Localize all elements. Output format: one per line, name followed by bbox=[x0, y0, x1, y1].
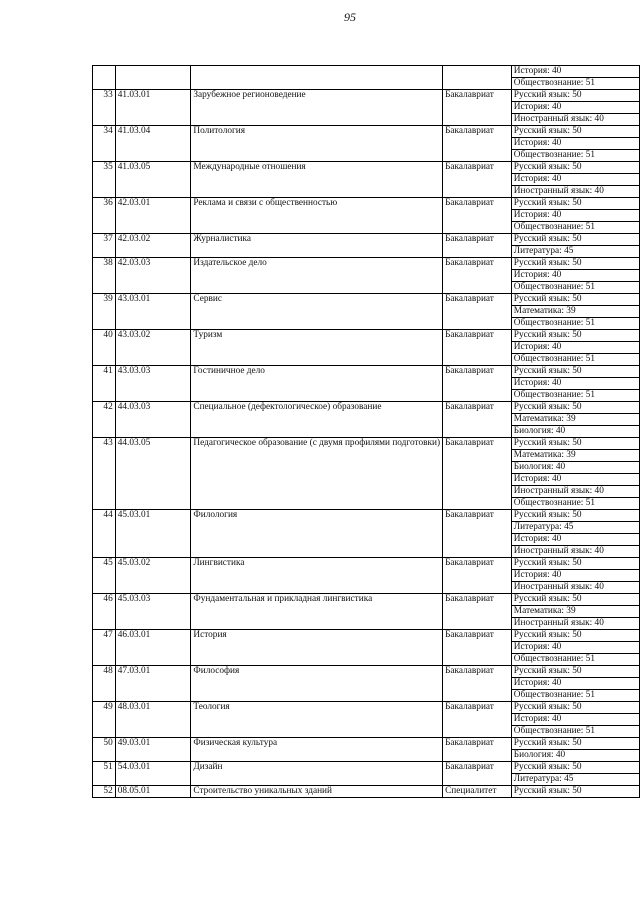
subject-score-cell: История: 40 bbox=[511, 138, 639, 150]
education-level-cell: Бакалавриат bbox=[443, 126, 512, 162]
page-number: 95 bbox=[344, 10, 356, 24]
row-number-cell: 52 bbox=[93, 786, 116, 798]
education-level-cell: Бакалавриат bbox=[443, 666, 512, 702]
row-number-cell: 50 bbox=[93, 738, 116, 762]
direction-name-cell: Сервис bbox=[191, 294, 443, 330]
direction-name-cell: Гостиничное дело bbox=[191, 366, 443, 402]
subject-score-cell: Русский язык: 50 bbox=[511, 366, 639, 378]
subject-score-cell: Русский язык: 50 bbox=[511, 594, 639, 606]
education-level-cell: Бакалавриат bbox=[443, 558, 512, 594]
direction-name-cell: Реклама и связи с общественностью bbox=[191, 198, 443, 234]
subject-score-cell: Русский язык: 50 bbox=[511, 510, 639, 522]
subject-score-cell: Иностранный язык: 40 bbox=[511, 546, 639, 558]
direction-code-cell: 49.03.01 bbox=[115, 738, 191, 762]
table-row bbox=[93, 762, 640, 774]
education-level-cell: Бакалавриат bbox=[443, 162, 512, 198]
education-level-cell: Бакалавриат bbox=[443, 594, 512, 630]
subject-score-cell: Русский язык: 50 bbox=[511, 258, 639, 270]
table-row bbox=[93, 558, 640, 570]
subject-score-cell: Русский язык: 50 bbox=[511, 438, 639, 450]
education-level-cell: Бакалавриат bbox=[443, 762, 512, 786]
subject-score-cell: Иностранный язык: 40 bbox=[511, 114, 639, 126]
direction-code-cell: 48.03.01 bbox=[115, 702, 191, 738]
direction-code-cell: 45.03.03 bbox=[115, 594, 191, 630]
subject-score-cell: История: 40 bbox=[511, 66, 639, 78]
direction-name-cell: История bbox=[191, 630, 443, 666]
subject-score-cell: Математика: 39 bbox=[511, 450, 639, 462]
direction-code-cell: 44.03.03 bbox=[115, 402, 191, 438]
table-row bbox=[93, 702, 640, 714]
education-level-cell: Бакалавриат bbox=[443, 366, 512, 402]
subject-score-cell: Обществознание: 51 bbox=[511, 654, 639, 666]
subject-score-cell: Иностранный язык: 40 bbox=[511, 618, 639, 630]
education-level-cell bbox=[443, 66, 512, 90]
subject-score-cell: Русский язык: 50 bbox=[511, 198, 639, 210]
subject-score-cell: История: 40 bbox=[511, 474, 639, 486]
direction-code-cell: 41.03.04 bbox=[115, 126, 191, 162]
subject-score-cell: Математика: 39 bbox=[511, 414, 639, 426]
subject-score-cell: Обществознание: 51 bbox=[511, 354, 639, 366]
subject-score-cell: Иностранный язык: 40 bbox=[511, 186, 639, 198]
subject-score-cell: Обществознание: 51 bbox=[511, 318, 639, 330]
education-level-cell: Бакалавриат bbox=[443, 738, 512, 762]
direction-code-cell: 43.03.01 bbox=[115, 294, 191, 330]
direction-code-cell: 45.03.02 bbox=[115, 558, 191, 594]
direction-code-cell: 45.03.01 bbox=[115, 510, 191, 558]
table-row bbox=[93, 234, 640, 246]
table-row bbox=[93, 366, 640, 378]
direction-name-cell: Специальное (дефектологическое) образование bbox=[191, 402, 443, 438]
direction-name-cell: Строительство уникальных зданий bbox=[191, 786, 443, 798]
direction-name-cell: Зарубежное регионоведение bbox=[191, 90, 443, 126]
education-level-cell: Бакалавриат bbox=[443, 510, 512, 558]
subject-score-cell: Обществознание: 51 bbox=[511, 150, 639, 162]
table-row bbox=[93, 90, 640, 102]
subject-score-cell: Иностранный язык: 40 bbox=[511, 582, 639, 594]
direction-name-cell: Издательское дело bbox=[191, 258, 443, 294]
direction-name-cell: Педагогическое образование (с двумя профилями подготовки) bbox=[191, 438, 443, 510]
subject-score-cell: Русский язык: 50 bbox=[511, 786, 639, 798]
direction-code-cell: 42.03.03 bbox=[115, 258, 191, 294]
education-level-cell: Специалитет bbox=[443, 786, 512, 798]
table-row bbox=[93, 438, 640, 450]
row-number-cell: 36 bbox=[93, 198, 116, 234]
row-number-cell bbox=[93, 66, 116, 90]
row-number-cell: 51 bbox=[93, 762, 116, 786]
subject-score-cell: Русский язык: 50 bbox=[511, 402, 639, 414]
subject-score-cell: История: 40 bbox=[511, 342, 639, 354]
subject-score-cell: Русский язык: 50 bbox=[511, 234, 639, 246]
admission-table bbox=[92, 65, 640, 798]
row-number-cell: 49 bbox=[93, 702, 116, 738]
direction-name-cell: Теология bbox=[191, 702, 443, 738]
subject-score-cell: История: 40 bbox=[511, 270, 639, 282]
row-number-cell: 34 bbox=[93, 126, 116, 162]
direction-name-cell bbox=[191, 66, 443, 90]
subject-score-cell: Литература: 45 bbox=[511, 522, 639, 534]
table-row bbox=[93, 162, 640, 174]
education-level-cell: Бакалавриат bbox=[443, 402, 512, 438]
table-row bbox=[93, 594, 640, 606]
subject-score-cell: История: 40 bbox=[511, 102, 639, 114]
subject-score-cell: Русский язык: 50 bbox=[511, 294, 639, 306]
direction-code-cell bbox=[115, 66, 191, 90]
subject-score-cell: Обществознание: 51 bbox=[511, 498, 639, 510]
subject-score-cell: История: 40 bbox=[511, 210, 639, 222]
subject-score-cell: Обществознание: 51 bbox=[511, 78, 639, 90]
subject-score-cell: Русский язык: 50 bbox=[511, 666, 639, 678]
subject-score-cell: Обществознание: 51 bbox=[511, 282, 639, 294]
direction-code-cell: 54.03.01 bbox=[115, 762, 191, 786]
education-level-cell: Бакалавриат bbox=[443, 198, 512, 234]
table-row bbox=[93, 198, 640, 210]
subject-score-cell: Литература: 45 bbox=[511, 246, 639, 258]
row-number-cell: 44 bbox=[93, 510, 116, 558]
subject-score-cell: Русский язык: 50 bbox=[511, 630, 639, 642]
row-number-cell: 45 bbox=[93, 558, 116, 594]
subject-score-cell: История: 40 bbox=[511, 378, 639, 390]
table-row bbox=[93, 402, 640, 414]
subject-score-cell: История: 40 bbox=[511, 678, 639, 690]
direction-code-cell: 42.03.01 bbox=[115, 198, 191, 234]
row-number-cell: 42 bbox=[93, 402, 116, 438]
subject-score-cell: Русский язык: 50 bbox=[511, 126, 639, 138]
direction-code-cell: 08.05.01 bbox=[115, 786, 191, 798]
subject-score-cell: Русский язык: 50 bbox=[511, 330, 639, 342]
direction-name-cell: Филология bbox=[191, 510, 443, 558]
table-row bbox=[93, 630, 640, 642]
subject-score-cell: Обществознание: 51 bbox=[511, 690, 639, 702]
direction-name-cell: Фундаментальная и прикладная лингвистика bbox=[191, 594, 443, 630]
row-number-cell: 40 bbox=[93, 330, 116, 366]
direction-name-cell: Философия bbox=[191, 666, 443, 702]
subject-score-cell: Русский язык: 50 bbox=[511, 738, 639, 750]
subject-score-cell: История: 40 bbox=[511, 642, 639, 654]
subject-score-cell: Биология: 40 bbox=[511, 462, 639, 474]
direction-code-cell: 44.03.05 bbox=[115, 438, 191, 510]
table-row bbox=[93, 126, 640, 138]
direction-code-cell: 41.03.01 bbox=[115, 90, 191, 126]
row-number-cell: 43 bbox=[93, 438, 116, 510]
subject-score-cell: Русский язык: 50 bbox=[511, 90, 639, 102]
table-row bbox=[93, 510, 640, 522]
education-level-cell: Бакалавриат bbox=[443, 438, 512, 510]
subject-score-cell: История: 40 bbox=[511, 534, 639, 546]
subject-score-cell: Русский язык: 50 bbox=[511, 558, 639, 570]
subject-score-cell: История: 40 bbox=[511, 714, 639, 726]
row-number-cell: 37 bbox=[93, 234, 116, 258]
direction-code-cell: 42.03.02 bbox=[115, 234, 191, 258]
row-number-cell: 41 bbox=[93, 366, 116, 402]
direction-name-cell: Политология bbox=[191, 126, 443, 162]
direction-name-cell: Лингвистика bbox=[191, 558, 443, 594]
direction-name-cell: Туризм bbox=[191, 330, 443, 366]
direction-code-cell: 46.03.01 bbox=[115, 630, 191, 666]
table-row bbox=[93, 294, 640, 306]
table-row bbox=[93, 786, 640, 798]
row-number-cell: 46 bbox=[93, 594, 116, 630]
row-number-cell: 33 bbox=[93, 90, 116, 126]
subject-score-cell: Русский язык: 50 bbox=[511, 162, 639, 174]
row-number-cell: 47 bbox=[93, 630, 116, 666]
direction-code-cell: 47.03.01 bbox=[115, 666, 191, 702]
table-row bbox=[93, 330, 640, 342]
subject-score-cell: Биология: 40 bbox=[511, 426, 639, 438]
subject-score-cell: Биология: 40 bbox=[511, 750, 639, 762]
direction-name-cell: Физическая культура bbox=[191, 738, 443, 762]
subject-score-cell: Обществознание: 51 bbox=[511, 726, 639, 738]
subject-score-cell: Обществознание: 51 bbox=[511, 390, 639, 402]
row-number-cell: 48 bbox=[93, 666, 116, 702]
subject-score-cell: Математика: 39 bbox=[511, 606, 639, 618]
education-level-cell: Бакалавриат bbox=[443, 258, 512, 294]
subject-score-cell: Русский язык: 50 bbox=[511, 762, 639, 774]
direction-name-cell: Международные отношения bbox=[191, 162, 443, 198]
direction-code-cell: 43.03.02 bbox=[115, 330, 191, 366]
subject-score-cell: Литература: 45 bbox=[511, 774, 639, 786]
direction-code-cell: 43.03.03 bbox=[115, 366, 191, 402]
subject-score-cell: Иностранный язык: 40 bbox=[511, 486, 639, 498]
row-number-cell: 35 bbox=[93, 162, 116, 198]
education-level-cell: Бакалавриат bbox=[443, 294, 512, 330]
education-level-cell: Бакалавриат bbox=[443, 630, 512, 666]
subject-score-cell: История: 40 bbox=[511, 174, 639, 186]
table-row bbox=[93, 66, 640, 78]
direction-code-cell: 41.03.05 bbox=[115, 162, 191, 198]
subject-score-cell: История: 40 bbox=[511, 570, 639, 582]
table-row bbox=[93, 258, 640, 270]
direction-name-cell: Дизайн bbox=[191, 762, 443, 786]
education-level-cell: Бакалавриат bbox=[443, 234, 512, 258]
table-row bbox=[93, 738, 640, 750]
row-number-cell: 39 bbox=[93, 294, 116, 330]
subject-score-cell: Обществознание: 51 bbox=[511, 222, 639, 234]
education-level-cell: Бакалавриат bbox=[443, 702, 512, 738]
direction-name-cell: Журналистика bbox=[191, 234, 443, 258]
subject-score-cell: Русский язык: 50 bbox=[511, 702, 639, 714]
table-body bbox=[93, 66, 640, 798]
table-row bbox=[93, 666, 640, 678]
education-level-cell: Бакалавриат bbox=[443, 90, 512, 126]
education-level-cell: Бакалавриат bbox=[443, 330, 512, 366]
row-number-cell: 38 bbox=[93, 258, 116, 294]
subject-score-cell: Математика: 39 bbox=[511, 306, 639, 318]
